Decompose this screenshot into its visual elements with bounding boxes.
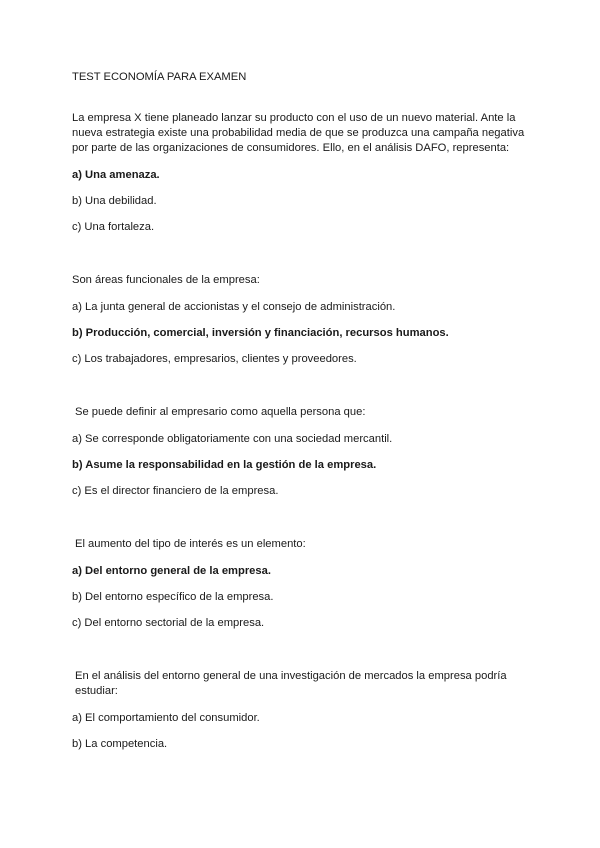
answer-option: c) Es el director financiero de la empresa. [72,485,279,497]
question-text: La empresa X tiene planeado lanzar su producto con el uso de un nuevo material. Ante la nueva estrategia existe una probabilidad media de que se produzca una campaña negativa por parte de las organizaciones de consumidores. Ello, en el análisis DAFO, representa: [72,112,525,154]
question-text: En el análisis del entorno general de una investigación de mercados la empresa podría estudiar: [75,670,507,697]
question-block-4 [72,537,532,631]
answer-option: c) Del entorno sectorial de la empresa. [72,617,265,629]
answer-option-correct: a) Del entorno general de la empresa. [72,565,271,577]
question-text: Son áreas funcionales de la empresa: [72,274,260,286]
question-block-5 [72,669,532,752]
question-block-3 [72,405,532,499]
question-text: El aumento del tipo de interés es un elemento: [75,538,306,550]
answer-option: c) Una fortaleza. [72,221,155,233]
answer-option: a) El comportamiento del consumidor. [72,712,260,724]
answer-option: b) Del entorno específico de la empresa. [72,591,274,603]
answer-option: b) Una debilidad. [72,195,157,207]
answer-option: a) La junta general de accionistas y el consejo de administración. [72,301,396,313]
document-title: TEST ECONOMÍA PARA EXAMEN [72,71,247,83]
answer-option: a) Se corresponde obligatoriamente con una sociedad mercantil. [72,433,393,445]
answer-option-correct: b) Producción, comercial, inversión y financiación, recursos humanos. [72,327,449,339]
answer-option: b) La competencia. [72,738,168,750]
question-block-1 [72,111,532,235]
document-page [72,70,532,790]
question-block-2 [72,273,532,367]
answer-option: c) Los trabajadores, empresarios, clientes y proveedores. [72,353,357,365]
answer-option-correct: b) Asume la responsabilidad en la gestión de la empresa. [72,459,377,471]
question-text: Se puede definir al empresario como aquella persona que: [75,406,366,418]
answer-option-correct: a) Una amenaza. [72,169,160,181]
